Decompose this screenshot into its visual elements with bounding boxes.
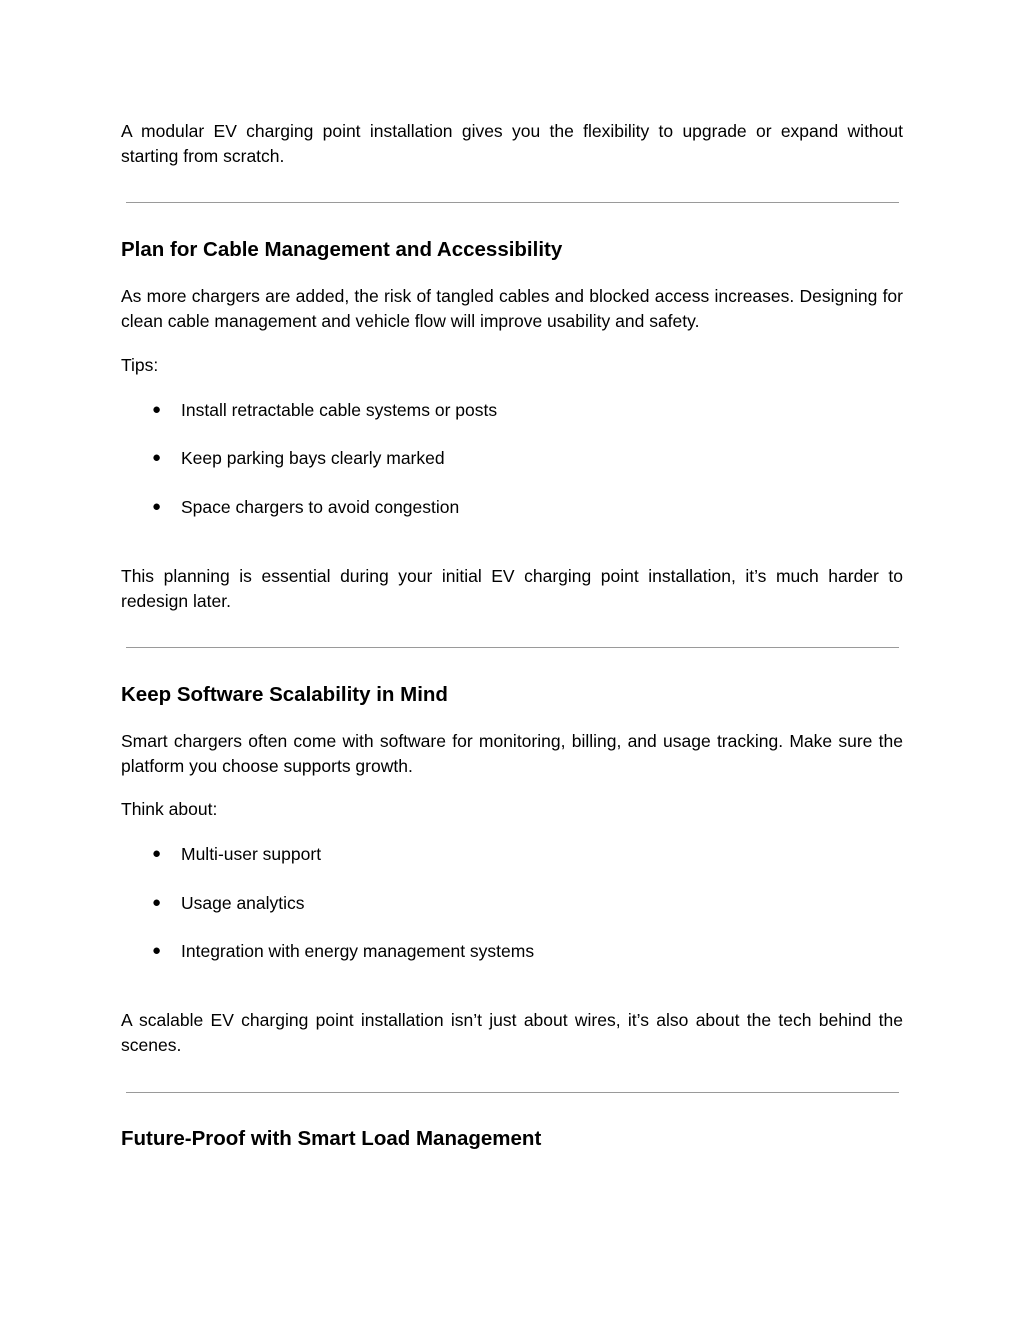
list-label: Tips: bbox=[121, 355, 159, 375]
intro-paragraph: A modular EV charging point installation gives you the flexibility to upgrade or expand without starting from scratch. bbox=[121, 121, 903, 166]
bullet-icon: ● bbox=[152, 498, 162, 515]
section-body-paragraph: Smart chargers often come with software for monitoring, billing, and usage tracking. Make sure the platform you choose supports growth. bbox=[121, 731, 903, 776]
section-divider bbox=[126, 1092, 899, 1093]
section-divider bbox=[126, 202, 899, 203]
list-item-text: Integration with energy management systems bbox=[181, 941, 535, 961]
closing-paragraph: This planning is essential during your initial EV charging point installation, it’s much harder to redesign later. bbox=[121, 566, 903, 611]
section-heading-software-scalability: Keep Software Scalability in Mind bbox=[121, 683, 448, 706]
bullet-icon: ● bbox=[152, 942, 162, 959]
closing-paragraph: A scalable EV charging point installation isn’t just about wires, it’s also about the tech behind the scenes. bbox=[121, 1010, 903, 1055]
bullet-icon: ● bbox=[152, 449, 162, 466]
bullet-icon: ● bbox=[152, 401, 162, 418]
list-item-text: Space chargers to avoid congestion bbox=[181, 497, 460, 517]
list-item-text: Usage analytics bbox=[181, 893, 305, 913]
section-heading-smart-load-management: Future-Proof with Smart Load Management bbox=[121, 1127, 542, 1150]
list-item-text: Keep parking bays clearly marked bbox=[181, 448, 445, 468]
bullet-icon: ● bbox=[152, 845, 162, 862]
bullet-icon: ● bbox=[152, 894, 162, 911]
section-divider bbox=[126, 647, 899, 648]
section-heading-cable-management: Plan for Cable Management and Accessibility bbox=[121, 238, 563, 261]
list-label: Think about: bbox=[121, 799, 218, 819]
list-item-text: Install retractable cable systems or posts bbox=[181, 400, 498, 420]
list-item-text: Multi-user support bbox=[181, 844, 322, 864]
section-body-paragraph: As more chargers are added, the risk of tangled cables and blocked access increases. Designing for clean cable management and vehicle flow will improve usability and safety. bbox=[121, 286, 903, 331]
